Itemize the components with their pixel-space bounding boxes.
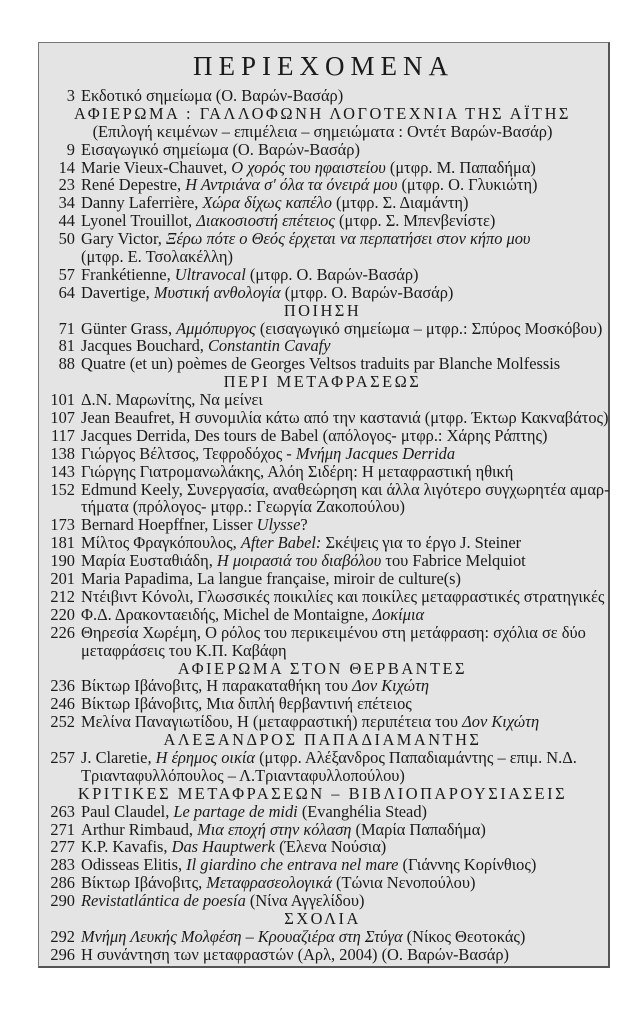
entry-text	[81, 874, 600, 892]
entry-text-part: Paul Claudel,	[81, 801, 174, 821]
entry-text-part: Danny Laferrière,	[81, 193, 203, 213]
entry-text-part: (μτφρ. Ο. Γλυκιώτη)	[397, 175, 538, 195]
toc-entry	[45, 212, 600, 230]
toc-entry	[45, 677, 600, 695]
entry-text-part: K.P. Kavafis,	[81, 837, 172, 857]
entry-text-part: Γιώργης Γιατρομανωλάκης, Αλόη Σιδέρη: Η μεταφραστική ηθική	[81, 461, 514, 481]
entry-text-part: (Νίνα Αγγελίδου)	[245, 891, 365, 911]
page-title: ΠΕΡΙΕΧΟΜΕΝΑ	[193, 51, 454, 81]
entry-text	[81, 355, 600, 373]
toc-list	[45, 86, 610, 964]
entry-text	[81, 946, 600, 964]
entry-text-part: (μτφρ. Μ. Παπαδήμα)	[385, 157, 536, 177]
work-title: Η έρημος οικία	[155, 747, 255, 767]
entry-text	[81, 141, 600, 159]
entry-text-part: Günter Grass,	[81, 318, 177, 338]
toc-entry	[45, 874, 600, 892]
entry-text	[81, 767, 600, 785]
work-title: Η μοιρασιά του διαβόλου	[216, 551, 382, 571]
entry-text	[81, 516, 600, 534]
entry-text	[81, 749, 600, 767]
entry-text	[81, 266, 600, 284]
page-number: 152	[50, 479, 75, 499]
page-number: 246	[50, 694, 75, 714]
entry-text-part: Davertige,	[81, 282, 154, 302]
work-title: Μυστική ανθολογία	[153, 282, 281, 302]
section-subtitle: (Επιλογή κειμένων – επιμέλεια – σημειώματα : Οντέτ Βαρών-Βασάρ)	[92, 121, 553, 141]
entry-text-part: Μελίνα Παναγιωτίδου, Η (μεταφραστική) περιπέτεια του	[81, 712, 463, 732]
work-title: Il giardino che entrava nel mare	[186, 855, 399, 875]
work-title: Μια εποχή στην κόλαση	[197, 819, 352, 839]
page-number: 57	[58, 264, 75, 284]
entry-text-part: Gary Victor,	[81, 229, 166, 249]
entry-text-part: (μτφρ. Αλέξανδρος Παπαδιαμάντης – επιμ. Ν.Δ.	[255, 747, 577, 767]
toc-entry	[45, 803, 600, 821]
page-number: 173	[50, 515, 75, 535]
entry-text-part: René Depestre,	[81, 175, 186, 195]
page-number: 14	[58, 157, 75, 177]
entry-text	[81, 838, 600, 856]
page-number: 226	[50, 622, 75, 642]
entry-text	[81, 445, 600, 463]
entry-text-part: Τριανταφυλλόπουλος – Λ.Τριανταφυλλοπούλου)	[81, 765, 405, 785]
entry-text-part: (Evanghélia Stead)	[297, 801, 427, 821]
toc-entry	[45, 586, 605, 606]
entry-text	[81, 498, 600, 516]
toc-entry	[45, 534, 600, 552]
entry-text	[81, 534, 600, 552]
entry-text	[81, 337, 600, 355]
toc-entry	[45, 928, 600, 946]
toc-entry	[45, 284, 600, 302]
entry-text-part: του Fabrice Melquiot	[381, 551, 526, 571]
page-number: 271	[50, 819, 75, 839]
entry-text-part: Bernard Hoepffner, Lisser	[81, 515, 257, 535]
toc-entry	[45, 176, 600, 194]
entry-text	[81, 391, 600, 409]
toc-entry	[45, 516, 600, 534]
entry-text	[81, 463, 600, 481]
entry-text-part: Θηρεσία Χωρέμη, Ο ρόλος του περικειμένου στη μετάφραση: σχόλια σε δύο	[81, 622, 586, 642]
entry-text-part: Lyonel Trouillot,	[81, 211, 197, 231]
entry-text	[81, 677, 600, 695]
entry-text-part: Arthur Rimbaud,	[81, 819, 198, 839]
section-heading: ΑΛΕΞΑΝΔΡΟΣ ΠΑΠΑΔΙΑΜΑΝΤΗΣ	[163, 730, 482, 750]
entry-text-part: Jean Beaufret, Η συνομιλία κάτω από την καστανιά (μτφρ. Έκτωρ Κακναβάτος)	[81, 408, 609, 428]
page-number: 181	[50, 533, 75, 553]
section-heading: ΠΕΡΙ ΜΕΤΑΦΡΑΣΕΩΣ	[223, 372, 422, 392]
section-heading: ΑΦΙΕΡΩΜΑ ΣΤΟΝ ΘΕΡΒΑΝΤΕΣ	[177, 658, 468, 678]
entry-text	[81, 427, 600, 445]
entry-text-part: (Τώνια Νενοπούλου)	[331, 873, 476, 893]
entry-text	[81, 408, 609, 428]
toc-entry	[45, 391, 600, 409]
entry-text-part: (Μαρία Παπαδήμα)	[351, 819, 486, 839]
entry-text-part: Εισαγωγικό σημείωμα (Ο. Βαρών-Βασάρ)	[81, 139, 360, 159]
entry-text-part: Γιώργος Βέλτσος, Τεφροδόχος -	[81, 443, 296, 463]
toc-entry	[45, 318, 603, 338]
page-number: 286	[50, 873, 75, 893]
toc-entry-continuation	[45, 642, 600, 660]
entry-text-part: Edmund Keely, Συνεργασία, αναθεώρηση και άλλα λιγότερο συγχωρητέα αμαρ-	[81, 479, 610, 499]
entry-text-part: (μτφρ. Ο. Βαρών-Βασάρ)	[280, 282, 454, 302]
page-number: 101	[50, 390, 75, 410]
entry-text	[81, 642, 600, 660]
entry-text-part: (Γιάννης Κορίνθιος)	[398, 855, 537, 875]
page-number: 263	[50, 801, 75, 821]
page-number: 236	[50, 676, 75, 696]
toc-entry	[45, 463, 600, 481]
entry-text-part: (μτφρ. Σ. Διαμάντη)	[331, 193, 469, 213]
page-number: 290	[50, 891, 75, 911]
page-number: 44	[58, 211, 75, 231]
page-number: 107	[50, 408, 75, 428]
page-number: 3	[66, 86, 75, 105]
toc-entry	[45, 427, 600, 445]
toc-entry	[45, 479, 610, 499]
toc-entry	[45, 856, 600, 874]
toc-entry	[45, 749, 600, 767]
entry-text-part: Ντέιβιντ Κόνολι, Γλωσσικές ποικιλίες και ποικίλες μεταφραστικές στρατηγικές	[81, 586, 605, 606]
entry-text-part: τήματα (πρόλογος- μτφρ.: Γεωργία Ζακοπούλου)	[81, 497, 405, 517]
page-number: 138	[50, 443, 75, 463]
work-title: Das Hauptwerk	[171, 837, 275, 857]
entry-text	[81, 552, 600, 570]
entry-text	[81, 928, 600, 946]
page-number: 212	[50, 586, 75, 606]
toc-entry	[45, 355, 600, 373]
entry-text-part: Βίκτωρ Ιβάνοβιτς, Η παρακαταθήκη του	[81, 676, 353, 696]
entry-text	[81, 570, 600, 588]
entry-text-part: (μτφρ. Σ. Μπενβενίστε)	[334, 211, 496, 231]
toc-entry	[45, 892, 600, 910]
work-title: Μνήμη Λευκής Μολφέση – Κρουαζιέρα στη Στύγα	[81, 926, 403, 946]
entry-text-part: (μτφρ. Ε. Τσολακέλλη)	[81, 247, 233, 267]
entry-text-part: (μτφρ. Ο. Βαρών-Βασάρ)	[245, 264, 419, 284]
entry-text	[81, 212, 600, 230]
entry-text	[81, 892, 600, 910]
entry-text-part: Frankétienne,	[81, 264, 175, 284]
toc-entry	[45, 713, 600, 731]
entry-text	[81, 695, 600, 713]
entry-text-part: J. Claretie,	[81, 747, 156, 767]
page-number: 277	[50, 837, 75, 857]
page-number: 34	[58, 193, 75, 213]
toc-entry	[45, 552, 600, 570]
entry-text-part: Jacques Derrida, Des tours de Babel (απόλογος- μτφρ.: Χάρης Ράπτης)	[81, 425, 548, 445]
page-number: 23	[58, 175, 75, 195]
entry-text	[81, 194, 600, 212]
entry-text-part: Quatre (et un) poèmes de Georges Veltsos traduits par Blanche Molfessis	[81, 354, 561, 374]
entry-text-part: Βίκτωρ Ιβάνοβιτς, Μια διπλή θερβαντινή επέτειος	[81, 694, 412, 714]
entry-text	[81, 87, 600, 105]
work-title: Δοκίμια	[372, 604, 425, 624]
entry-text	[81, 479, 610, 499]
toc-entry	[45, 821, 600, 839]
entry-text-part: (εισαγωγικό σημείωμα – μτφρ.: Σπύρος Μοσκόβου)	[255, 318, 603, 338]
entry-text	[81, 624, 600, 642]
toc-entry	[45, 87, 600, 105]
page-number: 190	[50, 551, 75, 571]
entry-text-part: Εκδοτικό σημείωμα (Ο. Βαρών-Βασάρ)	[81, 86, 344, 105]
work-title: Μεταφρασεολογικά	[206, 873, 332, 893]
page-number: 71	[58, 318, 75, 338]
section-heading: ΠΟΙΗΣΗ	[283, 300, 362, 320]
entry-text-part: Φ.Δ. Δρακονταειδής, Michel de Montaigne,	[81, 604, 373, 624]
work-title: Le partage de midi	[173, 801, 298, 821]
work-title: Ulysse	[256, 515, 301, 535]
entry-text-part: Jacques Bouchard,	[81, 336, 208, 356]
entry-text	[81, 318, 603, 338]
entry-text-part: μεταφράσεις του Κ.Π. Καβάφη	[81, 640, 287, 660]
entry-text	[81, 803, 600, 821]
toc-entry	[45, 445, 600, 463]
entry-text-part: Μαρία Ευσταθιάδη,	[81, 551, 217, 571]
entry-text	[81, 606, 600, 624]
page-number: 296	[50, 944, 75, 964]
work-title: Μνήμη Jacques Derrida	[295, 443, 456, 463]
work-title: Χώρα δίχως καπέλο	[202, 193, 332, 213]
toc-entry-continuation	[45, 767, 600, 785]
page-number: 81	[58, 336, 75, 356]
toc-entry	[45, 194, 600, 212]
entry-text-part: Δ.Ν. Μαρωνίτης, Να μείνει	[81, 390, 263, 410]
page-number: 9	[66, 139, 75, 159]
toc-entry	[45, 266, 600, 284]
toc-entry	[45, 570, 600, 588]
entry-text-part: Βίκτωρ Ιβάνοβιτς,	[81, 873, 207, 893]
page-number: 257	[50, 747, 75, 767]
work-title: Revistatlántica de poesía	[81, 891, 246, 911]
work-title: Διακοσιοστή επέτειος	[196, 211, 335, 231]
entry-text-part: ?	[300, 515, 308, 535]
page-number: 292	[50, 926, 75, 946]
toc-entry	[45, 695, 600, 713]
entry-text	[81, 248, 600, 266]
toc-entry	[45, 230, 600, 248]
entry-text	[81, 284, 600, 302]
toc-entry	[45, 159, 600, 177]
entry-text	[81, 821, 600, 839]
toc-entry	[45, 337, 600, 355]
entry-text-part: (Έλενα Νούσια)	[274, 837, 387, 857]
work-title: Η Αντριάνα σ' όλα τα όνειρά μου	[185, 175, 398, 195]
page-number: 283	[50, 855, 75, 875]
page-number: 252	[50, 712, 75, 732]
entry-text-part: (Νίκος Θεοτοκάς)	[402, 926, 526, 946]
page-number: 88	[58, 354, 75, 374]
work-title: Ο χορός του ηφαιστείου	[231, 157, 386, 177]
entry-text-part: Μίλτος Φραγκόπουλος,	[81, 533, 241, 553]
section-heading: ΑΦΙΕΡΩΜΑ : ΓΑΛΛΟΦΩΝΗ ΛΟΓΟΤΕΧΝΙΑ ΤΗΣ ΑΪΤΗΣ	[74, 103, 571, 123]
page-number: 201	[50, 569, 75, 589]
toc-entry	[45, 606, 600, 624]
work-title: Δον Κιχώτη	[462, 712, 540, 732]
section-heading: ΚΡΙΤΙΚΕΣ ΜΕΤΑΦΡΑΣΕΩΝ – ΒΙΒΛΙΟΠΑΡΟΥΣΙΑΣΕΙΣ	[77, 783, 568, 803]
table-of-contents-page	[38, 42, 610, 968]
entry-text-part: Η συνάντηση των μεταφραστών (Αρλ, 2004) (Ο. Βαρών-Βασάρ)	[81, 944, 510, 964]
page-number: 64	[58, 282, 75, 302]
entry-text	[81, 230, 600, 248]
page-number: 143	[50, 461, 75, 481]
toc-entry-continuation	[45, 248, 600, 266]
work-title: Ξέρω πότε ο Θεός έρχεται να περπατήσει στον κήπο μου	[166, 229, 531, 249]
page-number: 50	[58, 229, 75, 249]
work-title: Constantin Cavafy	[208, 336, 331, 356]
entry-text-part: Marie Vieux-Chauvet,	[81, 157, 232, 177]
work-title: After Babel:	[240, 533, 322, 553]
work-title: Αμμόπυργος	[176, 318, 256, 338]
entry-text	[81, 856, 600, 874]
entry-text-part: Σκέψεις για το έργο J. Steiner	[321, 533, 522, 553]
work-title: Δον Κιχώτη	[352, 676, 430, 696]
work-title: Ultravocal	[174, 264, 246, 284]
section-heading: ΣΧΟΛΙΑ	[284, 908, 361, 928]
entry-text	[81, 159, 600, 177]
toc-entry-continuation	[45, 498, 600, 516]
entry-text-part: Maria Papadima, La langue française, miroir de culture(s)	[81, 569, 462, 589]
entry-text	[81, 586, 605, 606]
toc-entry	[45, 624, 600, 642]
entry-text	[81, 713, 600, 731]
toc-entry	[45, 946, 600, 964]
entry-text	[81, 176, 600, 194]
page-number: 220	[50, 604, 75, 624]
entry-text-part: Odisseas Elitis,	[81, 855, 187, 875]
toc-entry	[45, 408, 609, 428]
toc-entry	[45, 141, 600, 159]
toc-entry	[45, 838, 600, 856]
page-number: 117	[51, 425, 75, 445]
